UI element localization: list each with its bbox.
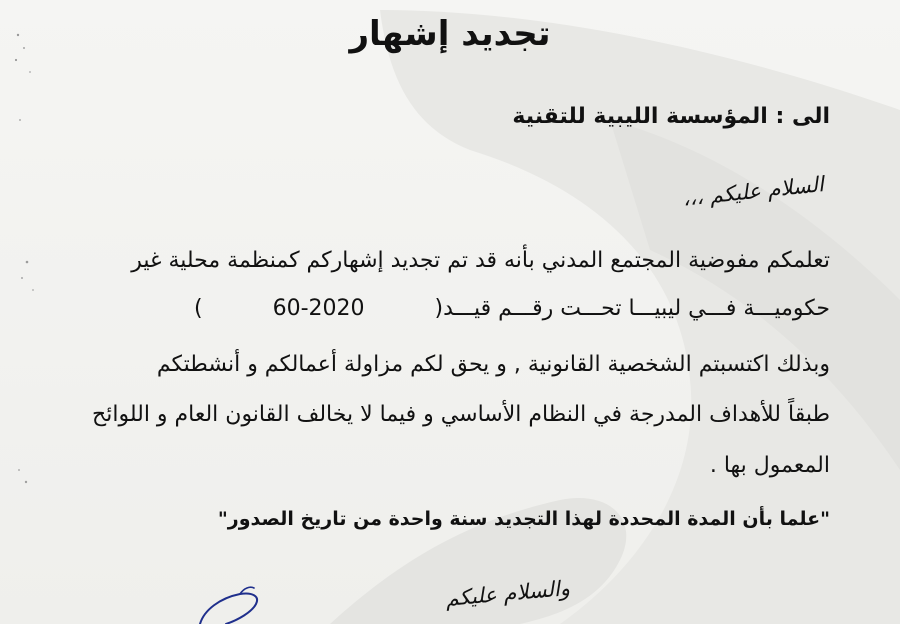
signature-mark [180, 580, 310, 624]
body-line-3: وبذلك اكتسبتم الشخصية القانونية , و يحق لكم مزاولة أعمالكم و أنشطتكم [156, 352, 830, 377]
body-line-1: تعلمكم مفوضية المجتمع المدني بأنه قد تم تجديد إشهاركم كمنظمة محلية غير [131, 248, 830, 273]
body-line-2-text: حكوميـــة فـــي ليبيـــا تحـــت رقـــم قيـــد( [434, 296, 830, 321]
closing-handwritten: والسلام عليكم [444, 576, 572, 611]
body-line-4: طبقاً للأهداف المدرجة في النظام الأساسي و فيما لا يخالف القانون العام و اللوائح [92, 402, 830, 427]
body-line-5: المعمول بها . [709, 453, 830, 478]
validity-notice: "علما بأن المدة المحددة لهذا التجديد سنة واحدة من تاريخ الصدور" [217, 508, 830, 530]
greeting-handwritten: السلام عليكم ،،، [681, 172, 826, 211]
addressee-line: الى : المؤسسة الليبية للتقنية [512, 104, 830, 129]
registration-number: 60-2020 [272, 296, 365, 321]
closing-paren: ) [194, 296, 203, 321]
document-title: تجديد إشهار [349, 14, 551, 54]
body-line-2 [194, 296, 830, 321]
